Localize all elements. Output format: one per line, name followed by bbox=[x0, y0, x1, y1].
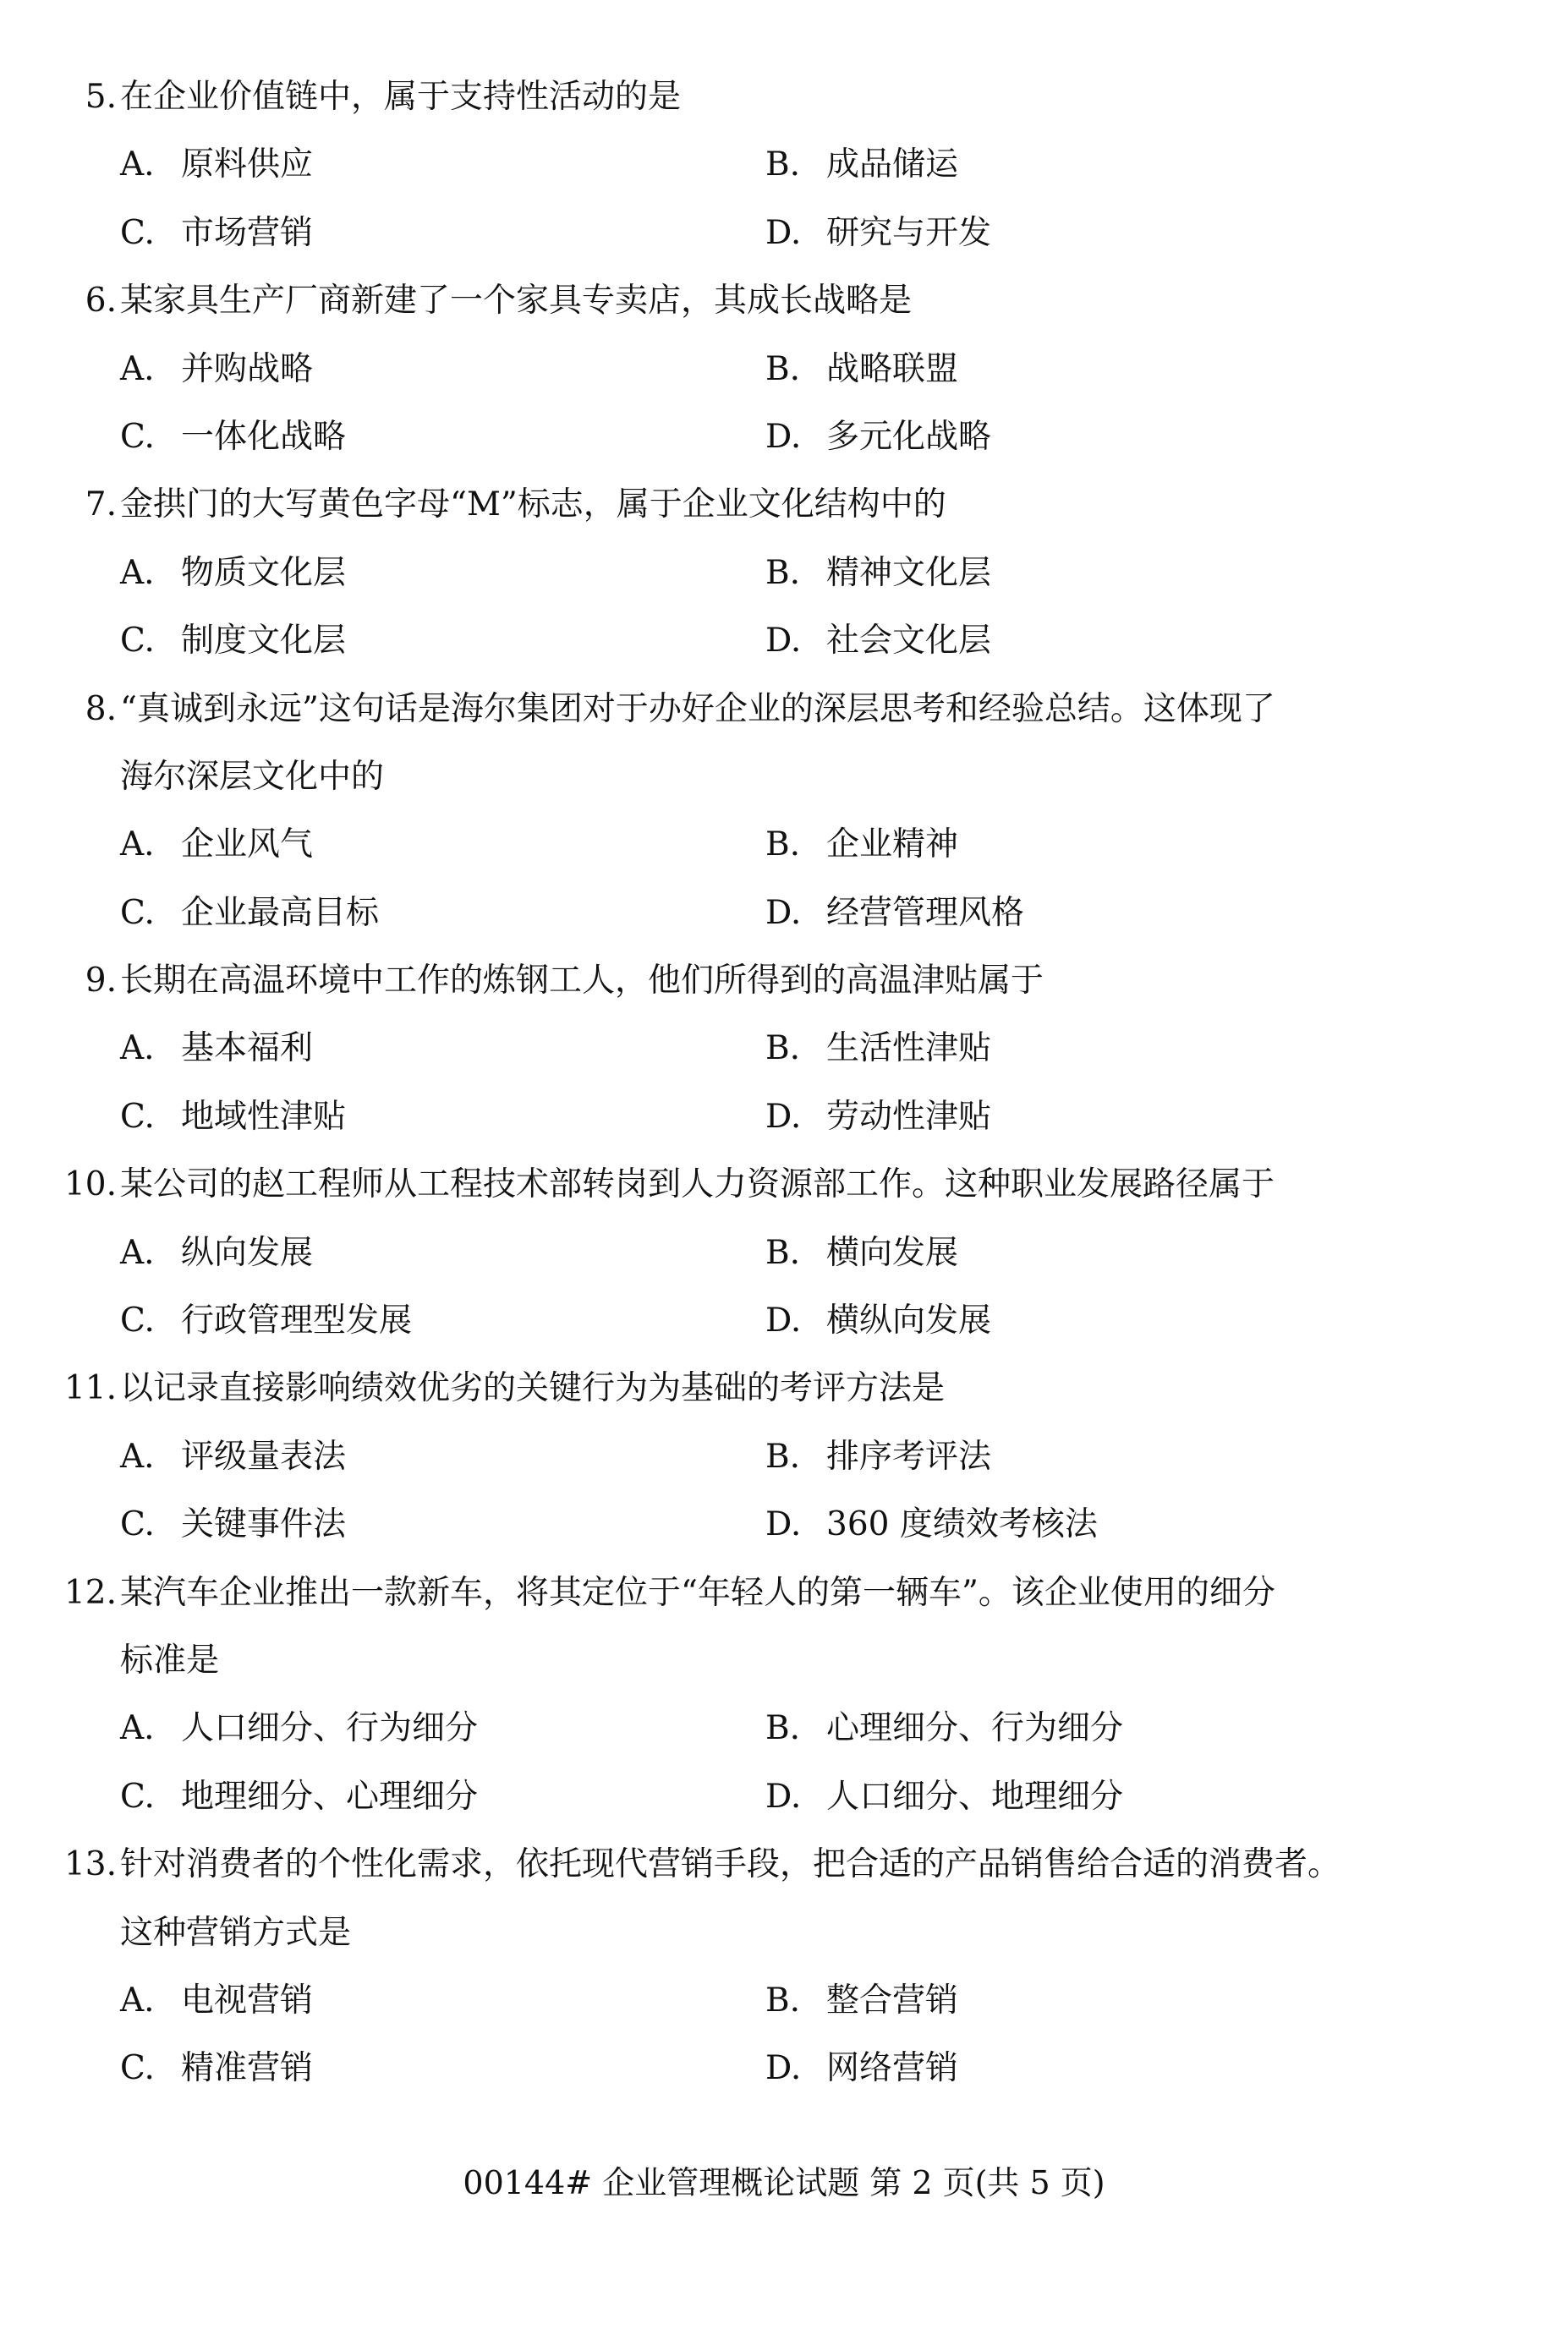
options-row bbox=[0, 1083, 1568, 1151]
option-b bbox=[765, 1967, 958, 2035]
question-text: 海尔深层文化中的 bbox=[120, 757, 385, 796]
question-line bbox=[0, 1899, 1568, 1967]
option-b bbox=[765, 1015, 991, 1083]
question-line bbox=[0, 1831, 1568, 1899]
option-c bbox=[120, 2035, 313, 2102]
options-row bbox=[0, 1015, 1568, 1083]
question-text: 长期在高温环境中工作的炼钢工人，他们所得到的高温津贴属于 bbox=[120, 962, 1044, 1000]
option-d bbox=[765, 1083, 991, 1151]
option-text: 电视营销 bbox=[181, 1981, 314, 2020]
option-text: 一体化战略 bbox=[181, 417, 347, 456]
question-line bbox=[0, 1627, 1568, 1695]
option-d bbox=[765, 1491, 1098, 1559]
option-a bbox=[120, 1695, 478, 1762]
question-line bbox=[0, 267, 1568, 335]
option-label: A. bbox=[120, 1981, 155, 2020]
options-row bbox=[0, 811, 1568, 879]
option-label: C. bbox=[120, 1505, 155, 1544]
option-label: B. bbox=[765, 145, 801, 184]
option-a bbox=[120, 336, 313, 403]
option-text: 网络营销 bbox=[826, 2049, 959, 2088]
options-row bbox=[0, 1287, 1568, 1355]
question-number: 10. bbox=[63, 1165, 117, 1204]
page-footer: 00144# 企业管理概论试题 第 2 页(共 5 页) bbox=[463, 2164, 1105, 2201]
option-text: 制度文化层 bbox=[181, 622, 347, 660]
option-c bbox=[120, 1763, 478, 1831]
question-text: 标准是 bbox=[120, 1641, 220, 1680]
options-row bbox=[0, 336, 1568, 403]
question-12 bbox=[0, 1559, 1568, 1832]
option-label: D. bbox=[765, 1505, 802, 1544]
option-c bbox=[120, 607, 346, 675]
question-text: 这种营销方式是 bbox=[120, 1913, 352, 1952]
option-text: 整合营销 bbox=[826, 1981, 959, 2020]
option-text: 市场营销 bbox=[181, 213, 314, 252]
option-b bbox=[765, 1695, 1123, 1762]
options-row bbox=[0, 403, 1568, 471]
question-10 bbox=[0, 1151, 1568, 1355]
option-label: B. bbox=[765, 1029, 801, 1068]
option-text: 研究与开发 bbox=[826, 213, 992, 252]
option-text: 劳动性津贴 bbox=[826, 1097, 992, 1136]
option-text: 人口细分、行为细分 bbox=[181, 1709, 479, 1748]
question-line bbox=[0, 471, 1568, 539]
option-d bbox=[765, 1763, 1123, 1831]
option-b bbox=[765, 1423, 991, 1491]
option-label: D. bbox=[765, 213, 802, 252]
option-text: 物质文化层 bbox=[181, 553, 347, 592]
option-a bbox=[120, 1220, 313, 1287]
options-row bbox=[0, 131, 1568, 199]
option-c bbox=[120, 1287, 412, 1355]
options-row bbox=[0, 1967, 1568, 2035]
question-text: 某汽车企业推出一款新车，将其定位于“年轻人的第一辆车”。该企业使用的细分 bbox=[120, 1573, 1275, 1612]
options-row bbox=[0, 540, 1568, 607]
option-label: C. bbox=[120, 1302, 155, 1340]
question-number: 7. bbox=[85, 485, 117, 524]
option-b bbox=[765, 336, 958, 403]
option-a bbox=[120, 131, 313, 199]
option-text: 并购战略 bbox=[181, 349, 314, 388]
options-row bbox=[0, 880, 1568, 947]
question-8 bbox=[0, 676, 1568, 948]
option-text: 精准营销 bbox=[181, 2049, 314, 2088]
question-line bbox=[0, 1559, 1568, 1627]
option-label: A. bbox=[120, 1709, 155, 1748]
question-line bbox=[0, 63, 1568, 131]
option-label: C. bbox=[120, 893, 155, 932]
option-label: B. bbox=[765, 1437, 801, 1476]
option-text: 地理细分、心理细分 bbox=[181, 1777, 479, 1816]
options-row bbox=[0, 1491, 1568, 1559]
option-d bbox=[765, 1287, 991, 1355]
option-label: B. bbox=[765, 1709, 801, 1748]
question-5 bbox=[0, 63, 1568, 267]
option-text: 地域性津贴 bbox=[181, 1097, 347, 1136]
option-c bbox=[120, 880, 379, 947]
option-text: 评级量表法 bbox=[181, 1437, 347, 1476]
option-label: A. bbox=[120, 349, 155, 388]
option-label: C. bbox=[120, 213, 155, 252]
question-text: 针对消费者的个性化需求，依托现代营销手段，把合适的产品销售给合适的消费者。 bbox=[120, 1845, 1341, 1884]
question-number: 5. bbox=[85, 78, 117, 116]
option-text: 企业精神 bbox=[826, 825, 959, 864]
option-d bbox=[765, 607, 991, 675]
option-d bbox=[765, 403, 991, 471]
option-a bbox=[120, 1015, 313, 1083]
option-text: 原料供应 bbox=[181, 145, 314, 184]
question-7 bbox=[0, 471, 1568, 675]
option-b bbox=[765, 540, 991, 607]
option-label: B. bbox=[765, 825, 801, 864]
question-list bbox=[0, 63, 1568, 2103]
question-line bbox=[0, 1151, 1568, 1219]
option-text: 企业风气 bbox=[181, 825, 314, 864]
option-text: 社会文化层 bbox=[826, 622, 992, 660]
question-line bbox=[0, 1355, 1568, 1422]
option-b bbox=[765, 1220, 958, 1287]
option-a bbox=[120, 1423, 346, 1491]
options-row bbox=[0, 1220, 1568, 1287]
option-label: A. bbox=[120, 1233, 155, 1272]
option-text: 关键事件法 bbox=[181, 1505, 347, 1544]
option-text: 生活性津贴 bbox=[826, 1029, 992, 1068]
option-c bbox=[120, 1083, 346, 1151]
option-c bbox=[120, 403, 346, 471]
option-label: D. bbox=[765, 893, 802, 932]
question-number: 8. bbox=[85, 689, 117, 728]
question-text: “真诚到永远”这句话是海尔集团对于办好企业的深层思考和经验总结。这体现了 bbox=[120, 689, 1275, 728]
option-label: B. bbox=[765, 1981, 801, 2020]
option-b bbox=[765, 811, 958, 879]
option-label: C. bbox=[120, 1777, 155, 1816]
question-text: 金拱门的大写黄色字母“M”标志，属于企业文化结构中的 bbox=[120, 485, 946, 524]
option-text: 纵向发展 bbox=[181, 1233, 314, 1272]
option-text: 经营管理风格 bbox=[826, 893, 1025, 932]
option-label: A. bbox=[120, 1029, 155, 1068]
option-label: D. bbox=[765, 417, 802, 456]
option-label: A. bbox=[120, 553, 155, 592]
question-number: 9. bbox=[85, 962, 117, 1000]
option-a bbox=[120, 811, 313, 879]
options-row bbox=[0, 200, 1568, 267]
option-text: 成品储运 bbox=[826, 145, 959, 184]
option-label: C. bbox=[120, 1097, 155, 1136]
question-6 bbox=[0, 267, 1568, 471]
question-number: 12. bbox=[63, 1573, 117, 1612]
option-d bbox=[765, 200, 991, 267]
question-text: 某公司的赵工程师从工程技术部转岗到人力资源部工作。这种职业发展路径属于 bbox=[120, 1165, 1275, 1204]
options-row bbox=[0, 607, 1568, 675]
option-text: 精神文化层 bbox=[826, 553, 992, 592]
option-label: D. bbox=[765, 1097, 802, 1136]
question-text: 在企业价值链中，属于支持性活动的是 bbox=[120, 78, 682, 116]
option-label: A. bbox=[120, 145, 155, 184]
option-label: D. bbox=[765, 1777, 802, 1816]
option-label: C. bbox=[120, 2049, 155, 2088]
option-text: 心理细分、行为细分 bbox=[826, 1709, 1124, 1748]
option-text: 行政管理型发展 bbox=[181, 1302, 413, 1340]
option-label: B. bbox=[765, 349, 801, 388]
option-text: 战略联盟 bbox=[826, 349, 959, 388]
option-text: 企业最高目标 bbox=[181, 893, 380, 932]
option-label: D. bbox=[765, 2049, 802, 2088]
question-text: 某家具生产厂商新建了一个家具专卖店，其成长战略是 bbox=[120, 282, 913, 321]
option-d bbox=[765, 880, 1024, 947]
option-label: A. bbox=[120, 825, 155, 864]
question-line bbox=[0, 947, 1568, 1015]
option-text: 横纵向发展 bbox=[826, 1302, 992, 1340]
option-c bbox=[120, 1491, 346, 1559]
options-row bbox=[0, 1763, 1568, 1831]
option-text: 360 度绩效考核法 bbox=[826, 1505, 1098, 1544]
question-line bbox=[0, 743, 1568, 811]
option-a bbox=[120, 540, 346, 607]
option-label: B. bbox=[765, 553, 801, 592]
options-row bbox=[0, 1695, 1568, 1762]
question-11 bbox=[0, 1355, 1568, 1559]
option-label: D. bbox=[765, 622, 802, 660]
option-text: 横向发展 bbox=[826, 1233, 959, 1272]
question-line bbox=[0, 676, 1568, 743]
option-d bbox=[765, 2035, 958, 2102]
option-a bbox=[120, 1967, 313, 2035]
option-label: C. bbox=[120, 417, 155, 456]
options-row bbox=[0, 2035, 1568, 2102]
question-number: 6. bbox=[85, 282, 117, 321]
option-c bbox=[120, 200, 313, 267]
question-9 bbox=[0, 947, 1568, 1151]
option-text: 排序考评法 bbox=[826, 1437, 992, 1476]
options-row bbox=[0, 1423, 1568, 1491]
option-label: A. bbox=[120, 1437, 155, 1476]
question-number: 13. bbox=[63, 1845, 117, 1884]
option-label: B. bbox=[765, 1233, 801, 1272]
option-label: C. bbox=[120, 622, 155, 660]
question-13 bbox=[0, 1831, 1568, 2103]
option-text: 多元化战略 bbox=[826, 417, 992, 456]
option-label: D. bbox=[765, 1302, 802, 1340]
option-text: 人口细分、地理细分 bbox=[826, 1777, 1124, 1816]
question-text: 以记录直接影响绩效优劣的关键行为为基础的考评方法是 bbox=[120, 1369, 946, 1408]
question-number: 11. bbox=[63, 1369, 117, 1408]
option-text: 基本福利 bbox=[181, 1029, 314, 1068]
option-b bbox=[765, 131, 958, 199]
